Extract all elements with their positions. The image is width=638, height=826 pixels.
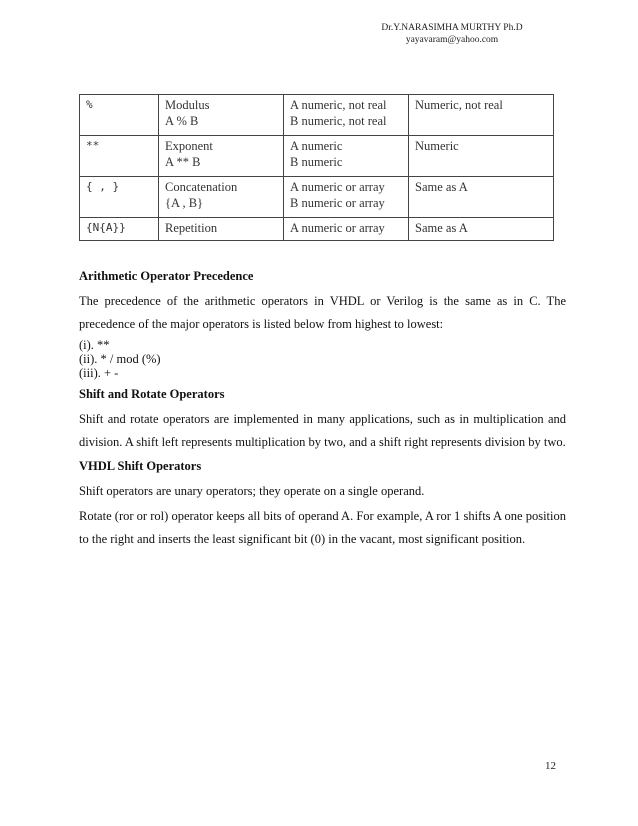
operator-name xyxy=(159,217,284,240)
result-type: Numeric xyxy=(409,135,554,176)
section-heading-vhdl-shift: VHDL Shift Operators xyxy=(79,459,202,473)
operator-name-line: Exponent xyxy=(165,138,213,153)
operator-name xyxy=(159,135,284,176)
shift-rotate-paragraph: Shift and rotate operators are implemented in many applications, such as in multiplication and division. A shift left represents multiplication by two, and a shift right represents division by two. xyxy=(79,412,566,449)
operand-b: B numeric, not real xyxy=(290,114,387,128)
operator-name xyxy=(159,95,284,136)
operator-name-line: Concatenation xyxy=(165,179,238,194)
table-row xyxy=(80,176,554,217)
table-row xyxy=(80,95,554,136)
vhdl-shift-paragraph-2: Rotate (ror or rol) operator keeps all bits of operand A. For example, A ror 1 shifts A one position to the right and inserts the least significant bit (0) in the vacant, most significant position. xyxy=(79,509,566,546)
operator-example: A % B xyxy=(165,114,199,128)
precedence-list xyxy=(79,338,566,380)
list-item: (i). ** xyxy=(79,338,110,352)
page-header xyxy=(342,22,562,46)
operator-symbol: {N{A}} xyxy=(80,217,159,240)
precedence-paragraph: The precedence of the arithmetic operators in VHDL or Verilog is the same as in C. The precedence of the major operators is listed below from highest to lowest: xyxy=(79,294,566,331)
list-item: (iii). + - xyxy=(79,366,119,380)
document-body xyxy=(79,268,566,553)
operator-table xyxy=(79,94,554,241)
operand-b: B numeric xyxy=(290,154,343,169)
operand-a: A numeric or array xyxy=(290,220,385,235)
list-item: (ii). * / mod (%) xyxy=(79,352,161,366)
operand-types xyxy=(284,217,409,240)
operand-a: A numeric, not real xyxy=(290,98,387,112)
table-row xyxy=(80,217,554,240)
result-type: Same as A xyxy=(409,176,554,217)
operator-symbol: { , } xyxy=(80,176,159,217)
operand-types xyxy=(284,176,409,217)
operator-example: A ** B xyxy=(165,154,201,169)
header-author: Dr.Y.NARASIMHA MURTHY Ph.D xyxy=(381,23,523,33)
section-heading-precedence: Arithmetic Operator Precedence xyxy=(79,269,254,283)
operand-a: A numeric xyxy=(290,138,343,153)
operator-example: {A , B} xyxy=(165,195,204,210)
operand-types xyxy=(284,135,409,176)
section-heading-shift-rotate: Shift and Rotate Operators xyxy=(79,387,225,401)
operator-symbol: % xyxy=(80,95,159,136)
operand-types xyxy=(284,95,409,136)
result-type: Same as A xyxy=(409,217,554,240)
operator-name-line: Repetition xyxy=(165,220,218,235)
operator-name xyxy=(159,176,284,217)
operator-name-line: Modulus xyxy=(165,98,210,112)
operand-b: B numeric or array xyxy=(290,195,385,210)
operand-a: A numeric or array xyxy=(290,179,385,194)
vhdl-shift-paragraph-1: Shift operators are unary operators; they operate on a single operand. xyxy=(79,484,425,498)
page-number: 12 xyxy=(545,760,556,772)
table-row xyxy=(80,135,554,176)
result-type: Numeric, not real xyxy=(409,95,554,136)
operator-symbol: ** xyxy=(80,135,159,176)
header-email: yayavaram@yahoo.com xyxy=(405,35,499,45)
